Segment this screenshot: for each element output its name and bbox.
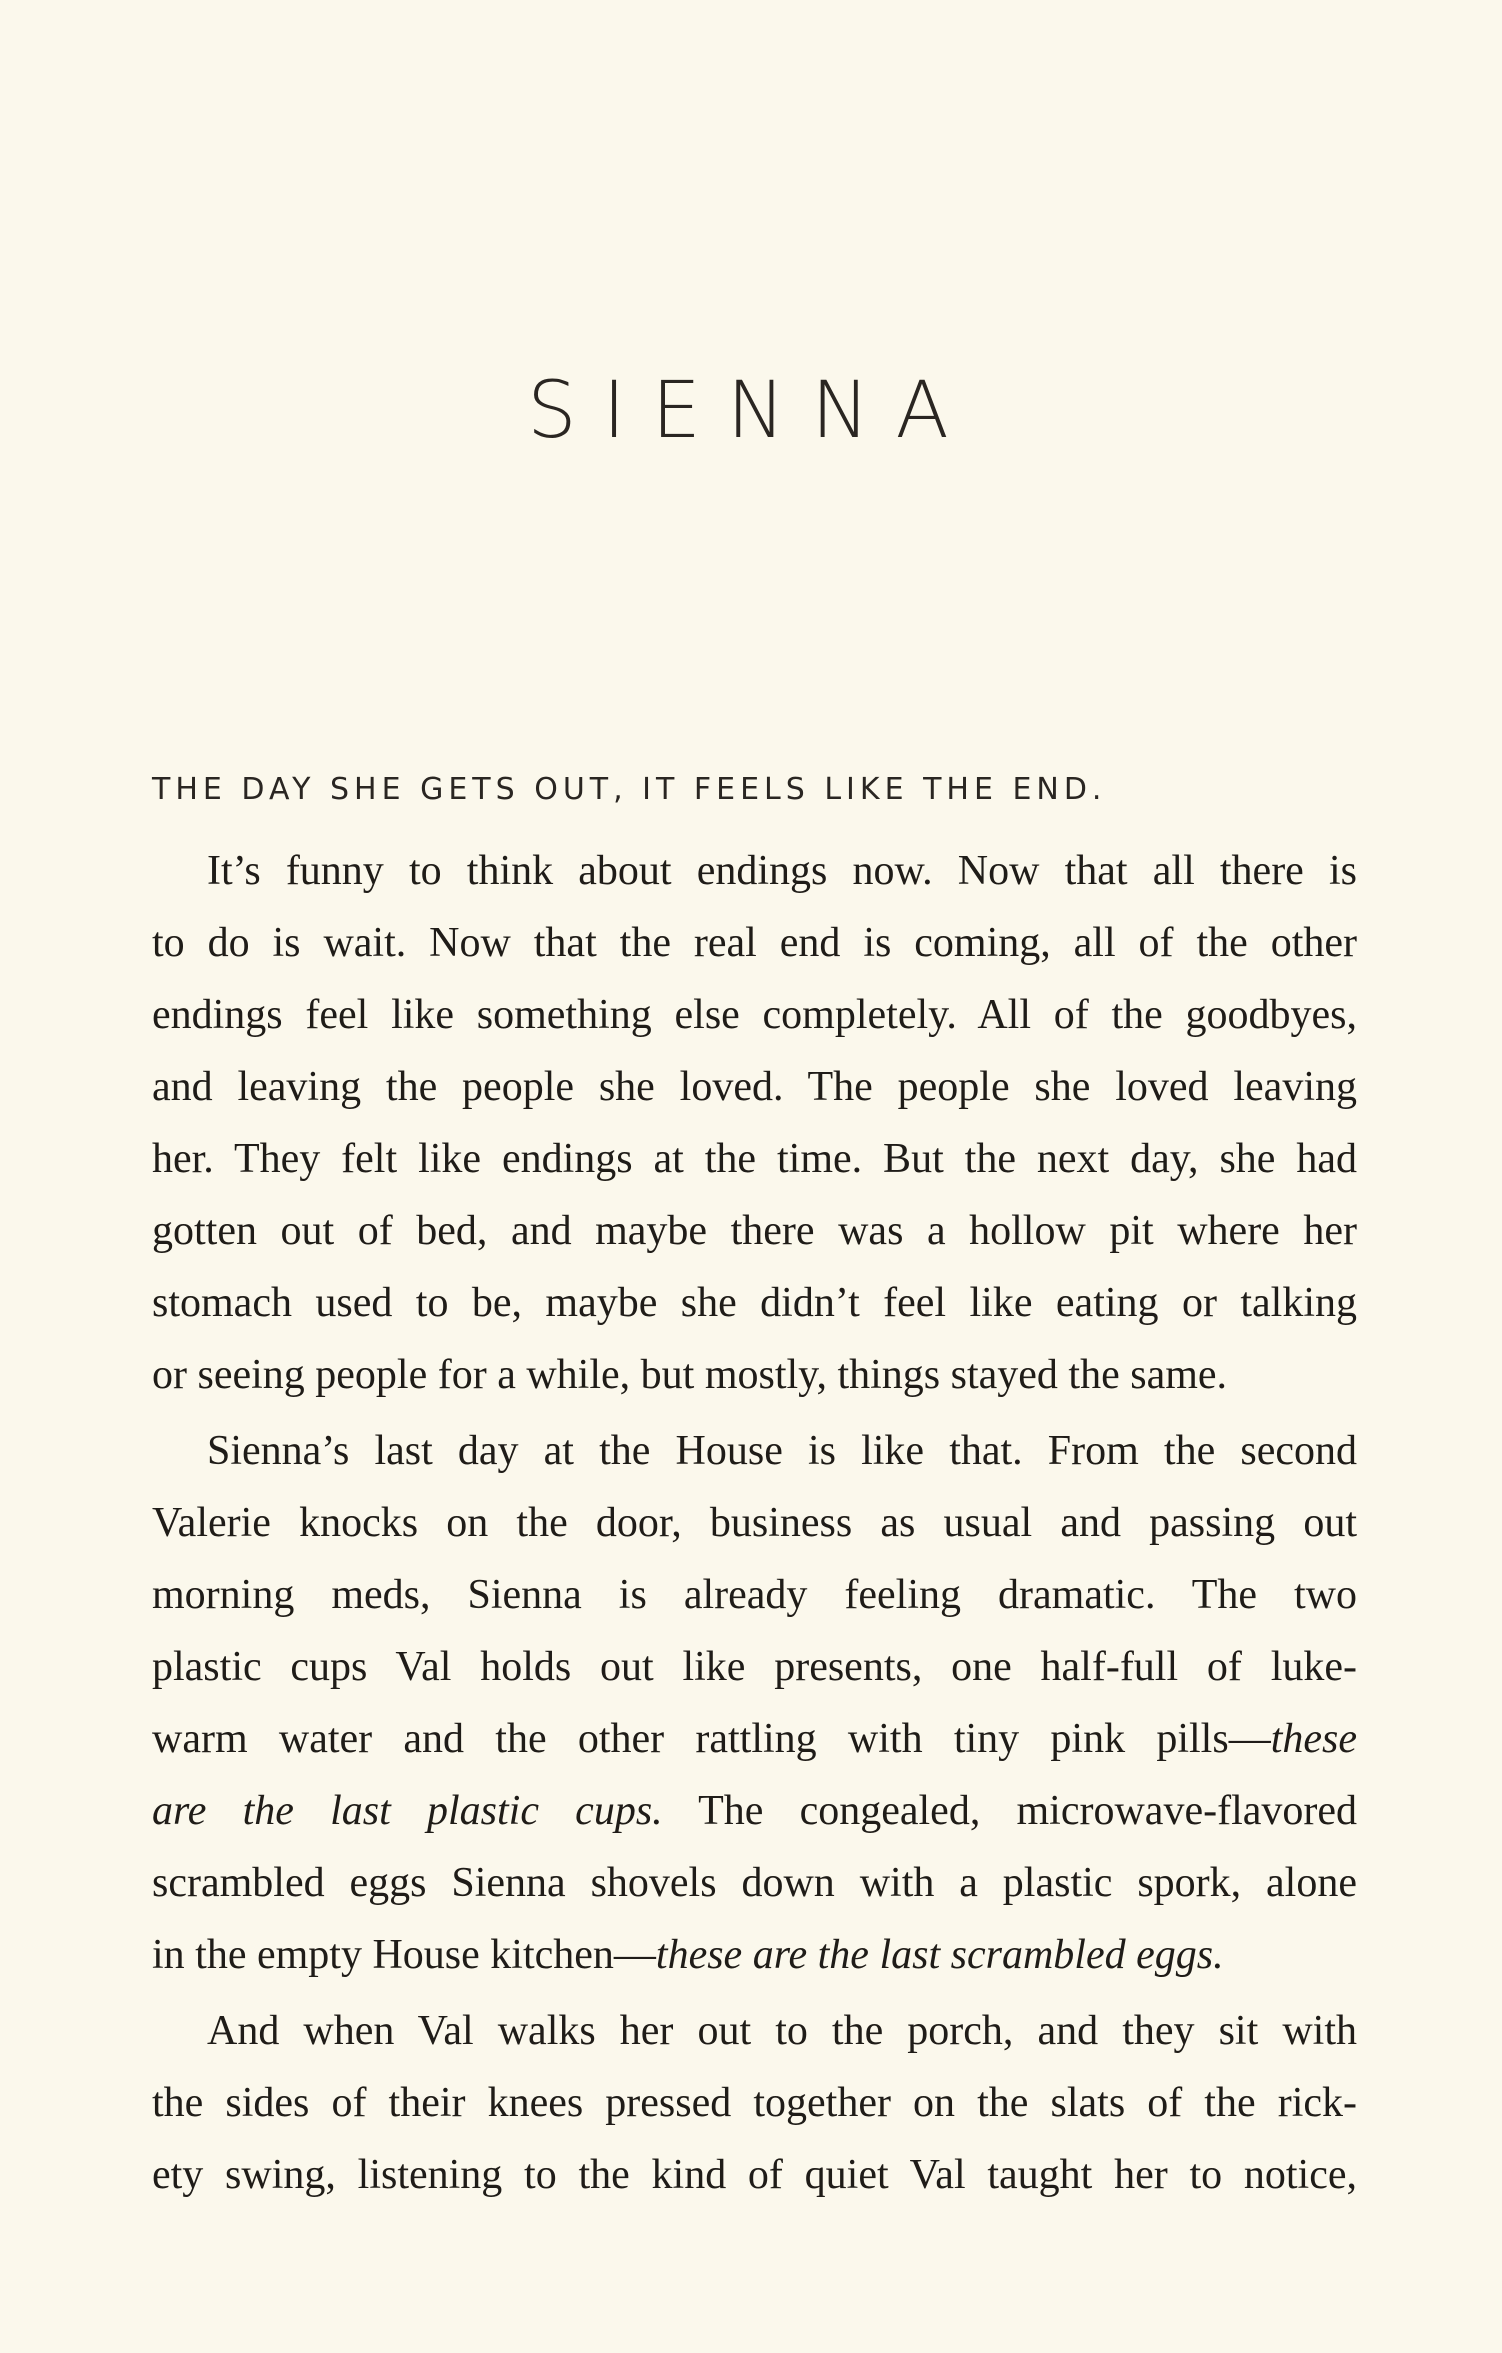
text-line (152, 1487, 1357, 1559)
text-line (152, 1123, 1357, 1195)
text-line (152, 835, 1357, 907)
text-line (152, 1631, 1357, 1703)
italic-text: these (1270, 1716, 1357, 1762)
line-text: endings feel like something else completely. All of the goodbyes, (152, 992, 1357, 1038)
line-text: Valerie knocks on the door, business as usual and passing out (152, 1500, 1357, 1546)
line-text: her. They felt like endings at the time. But the next day, she had (152, 1136, 1357, 1182)
line-text: ety swing, listening to the kind of quiet Val taught her to notice, (152, 2152, 1357, 2198)
line-text: warm water and the other rattling with tiny pink pills— (152, 1716, 1271, 1762)
line-text: scrambled eggs Sienna shovels down with a plastic spork, alone (152, 1860, 1357, 1906)
line-text: and leaving the people she loved. The people she loved leaving (152, 1064, 1357, 1110)
line-text: It’s funny to think about endings now. Now that all there is (207, 848, 1357, 894)
body-text (152, 763, 1357, 2211)
italic-text: are the last plastic cups. (152, 1788, 663, 1834)
paragraph-lines (152, 835, 1357, 2211)
text-line (152, 979, 1357, 1051)
line-text: The congealed, microwave-flavored (662, 1788, 1358, 1834)
italic-text: these are the last scrambled eggs. (655, 1932, 1224, 1978)
text-line (152, 1847, 1357, 1919)
chapter-title: SIENNA (527, 366, 975, 456)
text-line (152, 1559, 1357, 1631)
line-text: plastic cups Val holds out like presents, one half-full of luke- (152, 1644, 1357, 1690)
text-line (152, 1775, 1357, 1847)
line-text: to do is wait. Now that the real end is coming, all of the other (152, 920, 1357, 966)
line-text: stomach used to be, maybe she didn’t feel like eating or talking (152, 1280, 1357, 1326)
text-line (152, 1051, 1357, 1123)
text-line (152, 1995, 1357, 2067)
line-text: gotten out of bed, and maybe there was a hollow pit where her (152, 1208, 1357, 1254)
text-line (152, 1415, 1357, 1487)
line-text: in the empty House kitchen— (152, 1932, 656, 1978)
text-line (152, 1195, 1357, 1267)
text-line (152, 1267, 1357, 1339)
text-line (152, 907, 1357, 979)
text-line (152, 1339, 1357, 1411)
text-line (152, 1703, 1357, 1775)
text-line (152, 2139, 1357, 2211)
line-text: Sienna’s last day at the House is like that. From the second (207, 1428, 1357, 1474)
chapter-lead-line: THE DAY SHE GETS OUT, IT FEELS LIKE THE END. (152, 772, 1107, 807)
line-text: or seeing people for a while, but mostly, things stayed the same. (152, 1352, 1228, 1398)
line-text: morning meds, Sienna is already feeling dramatic. The two (152, 1572, 1357, 1618)
line-text: the sides of their knees pressed together on the slats of the rick- (152, 2080, 1357, 2126)
text-line (152, 2067, 1357, 2139)
text-line (152, 1919, 1357, 1991)
line-text: And when Val walks her out to the porch, and they sit with (207, 2008, 1357, 2054)
